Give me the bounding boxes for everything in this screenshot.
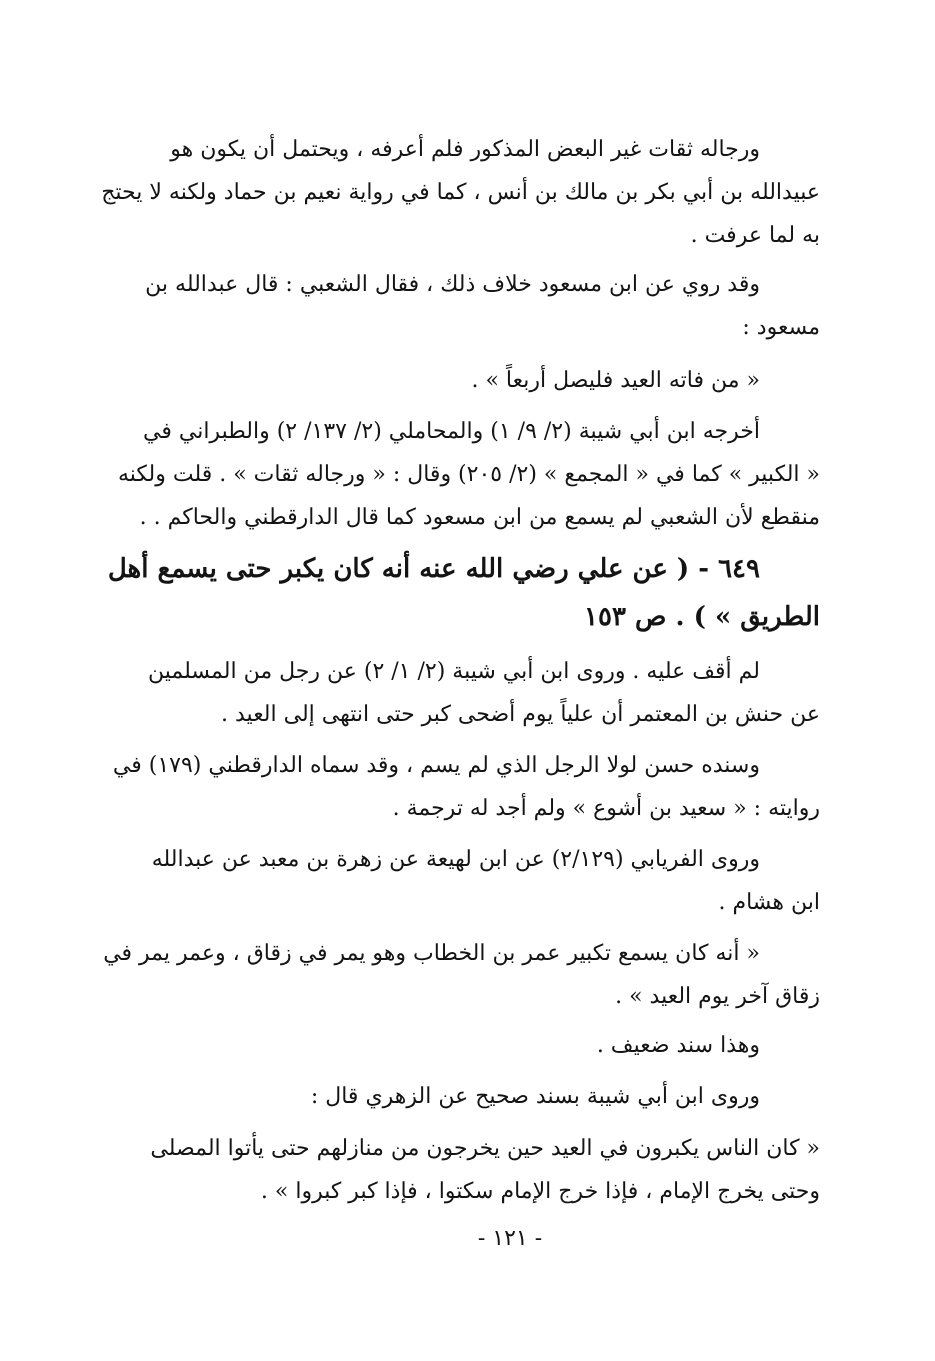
paragraph-ibn-masud (140, 263, 820, 349)
paragraph-isnad-hasan (112, 744, 820, 830)
document-page (101, 0, 820, 1361)
paragraph-weak-chain (140, 1024, 820, 1067)
paragraph-firyabi (140, 838, 820, 924)
paragraph-narrators-note (101, 128, 820, 257)
text-line: وروى الفريابي (٢/١٢٩) عن ابن لهيعة عن زهرة بن معبد عن عبدالله (151, 847, 760, 872)
text-line: ابن هشام . (718, 890, 820, 915)
text-line: منقطع لأن الشعبي لم يسمع من ابن مسعود كما قال الدارقطني والحاكم . . (139, 505, 820, 530)
paragraph-zuhri (140, 1075, 820, 1118)
text-line: روايته : « سعيد بن أشوع » ولم أجد له ترجمة . (392, 796, 820, 821)
text-line: مسعود : (742, 315, 820, 340)
text-line: وقد روي عن ابن مسعود خلاف ذلك ، فقال الشعبي : قال عبدالله بن (145, 272, 760, 297)
text-line: الطريق » ) . ص ١٥٣ (584, 602, 820, 632)
text-line: عبيدالله بن أبي بكر بن مالك بن أنس ، كما في رواية نعيم بن حماد ولكنه لا يحتج (101, 180, 820, 205)
page-number: - ١٢١ - (477, 1226, 543, 1251)
text-line: وحتى يخرج الإمام ، فإذا خرج الإمام سكتوا ، فإذا كبر كبروا » . (260, 1179, 820, 1204)
paragraph-takhrij (117, 410, 820, 539)
hadith-heading-649 (107, 545, 820, 641)
text-line: به لما عرفت . (690, 223, 820, 248)
text-line: عن حنش بن المعتمر أن علياً يوم أضحى كبر حتى انتهى إلى العيد . (221, 702, 820, 727)
text-line: وسنده حسن لولا الرجل الذي لم يسم ، وقد سماه الدارقطني (١٧٩) في (112, 753, 760, 778)
paragraph-not-found (140, 650, 820, 736)
text-line: وهذا سند ضعيف . (596, 1033, 760, 1058)
text-line: ٦٤٩ - ( عن علي رضي الله عنه أنه كان يكبر حتى يسمع أهل (107, 554, 760, 584)
text-line: « من فاته العيد فليصل أربعاً » . (471, 368, 760, 393)
text-line: « الكبير » كما في « المجمع » (٢/ ٢٠٥) وقال : « ورجاله ثقات » . قلت ولكنه (117, 462, 820, 487)
text-line: وروى ابن أبي شيبة بسند صحيح عن الزهري قال : (310, 1084, 760, 1109)
paragraph-quote-people (140, 1127, 820, 1213)
text-line: « أنه كان يسمع تكبير عمر بن الخطاب وهو يمر في زقاق ، وعمر يمر في (103, 941, 760, 966)
paragraph-quote-umar (103, 932, 820, 1018)
text-line: أخرجه ابن أبي شيبة (٢/ ٩/ ١) والمحاملي (٢/ ١٣٧/ ٢) والطبراني في (143, 419, 760, 444)
paragraph-quote-eid (140, 359, 820, 402)
text-line: لم أقف عليه . وروى ابن أبي شيبة (٢/ ١/ ٢) عن رجل من المسلمين (148, 659, 760, 684)
text-line: « كان الناس يكبرون في العيد حين يخرجون من منازلهم حتى يأتوا المصلى (150, 1136, 820, 1161)
text-line: زقاق آخر يوم العيد » . (615, 984, 820, 1009)
text-line: ورجاله ثقات غير البعض المذكور فلم أعرفه ، ويحتمل أن يكون هو (170, 137, 760, 162)
